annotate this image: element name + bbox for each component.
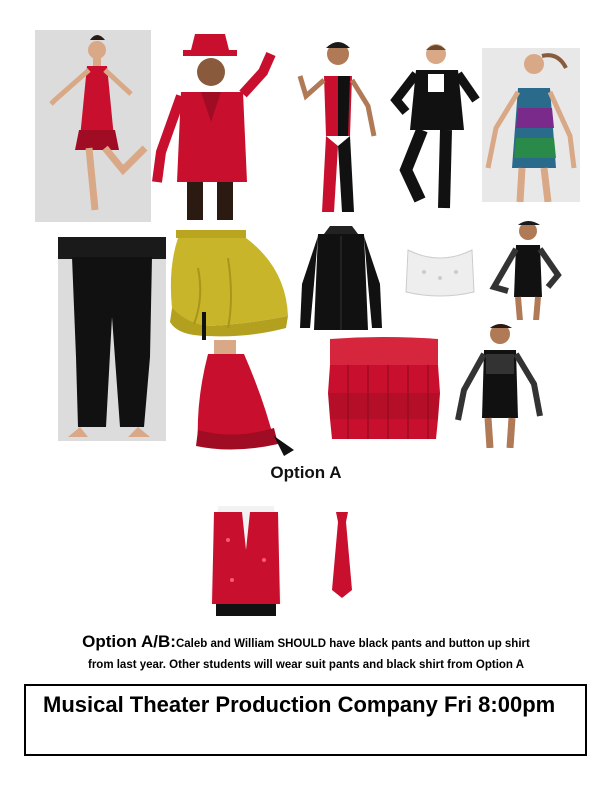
- black-mesh-leotard-photo: [488, 217, 564, 321]
- page-title: Musical Theater Production Company Fri 8:00pm: [43, 692, 556, 717]
- note-line-1: Caleb and William SHOULD have black pants and button up shirt: [175, 638, 530, 650]
- mustard-ruffle-skirt-photo: [168, 228, 292, 340]
- white-sequin-top-photo: [404, 242, 476, 300]
- title-box: [24, 684, 587, 756]
- red-tie-photo: [330, 510, 354, 600]
- black-pants-photo: [58, 237, 166, 441]
- option-ab-note: [40, 632, 572, 675]
- red-black-jumpsuit-photo: [286, 36, 386, 222]
- red-fringe-shorts-photo: [328, 335, 440, 441]
- red-sequin-jacket-hat-photo: [151, 32, 283, 222]
- black-sequin-leotard-photo: [454, 320, 544, 448]
- black-suit-white-top-photo: [386, 40, 482, 210]
- note-line-2: from last year. Other students will wear suit pants and black shirt from Option A: [87, 659, 525, 671]
- red-ruffle-skirt-photo: [194, 340, 296, 458]
- note-prefix: Option A/B:: [82, 632, 176, 651]
- black-button-shirt-photo: [298, 224, 384, 334]
- option-a-caption: Option A: [270, 463, 342, 482]
- multicolor-sequin-fringe-photo: [482, 48, 580, 202]
- red-fringe-dress-photo: [35, 30, 151, 222]
- red-sequin-vest-photo: [208, 500, 284, 616]
